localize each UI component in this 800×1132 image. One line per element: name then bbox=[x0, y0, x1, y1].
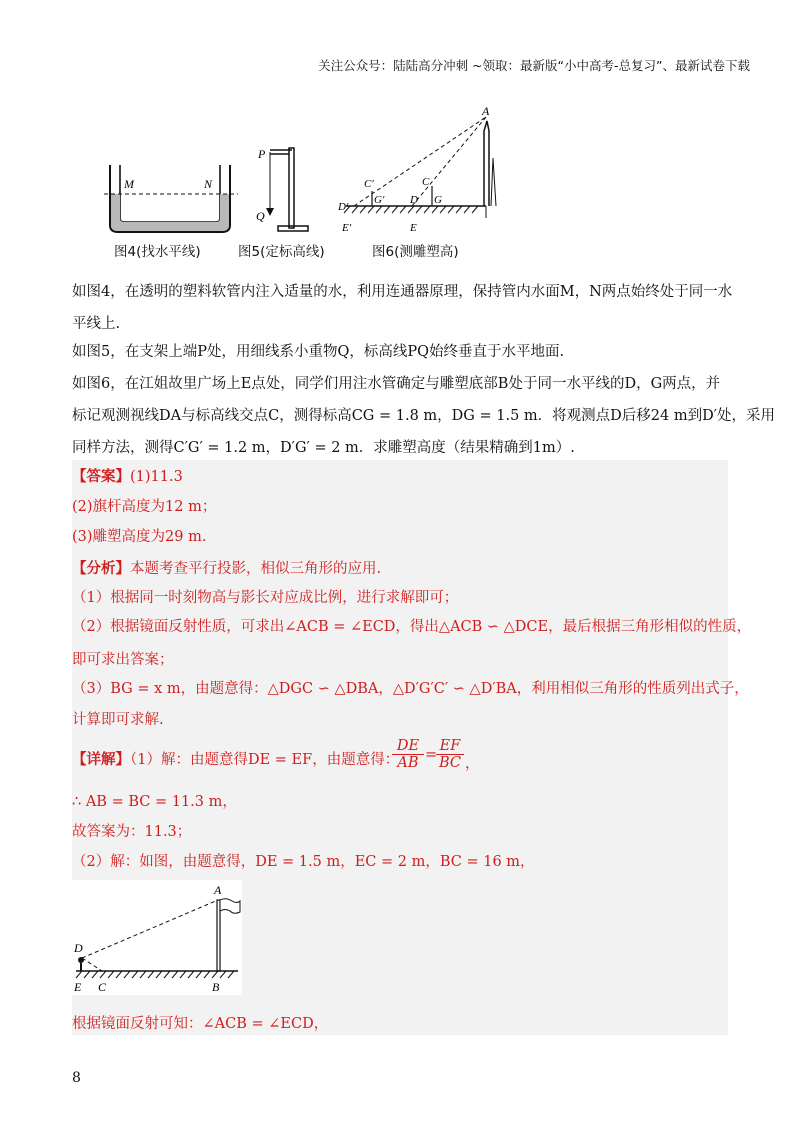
problem-paragraph-3c: 同样方法，测得C′G′ = 1.2 m，D′G′ = 2 m．求雕塑高度（结果精确到1m）. bbox=[72, 440, 575, 456]
fig6-label-d-prime: D′ bbox=[338, 201, 349, 213]
fraction-2-denominator: BC bbox=[436, 754, 464, 771]
fig7-label-a: A bbox=[214, 883, 222, 897]
fig6-label-e-prime: E′ bbox=[342, 222, 352, 234]
detail-line-2: ∴ AB = BC = 11.3 m， bbox=[72, 794, 237, 810]
fraction-2-numerator: EF bbox=[439, 738, 461, 754]
detail-line-1 bbox=[72, 748, 399, 769]
fig6-label-c: C bbox=[422, 176, 430, 188]
figure-4-u-tube bbox=[100, 150, 240, 240]
fig4-label-n: N bbox=[204, 177, 213, 191]
analysis-step-3a: （3）BG = x m，由题意得：△DGC ∽ △DBA，△D′G′C′ ∽ △D′BA，利用相似三角形的性质列出式子， bbox=[72, 681, 749, 697]
fig7-label-d: D bbox=[74, 941, 83, 955]
page-header: 关注公众号：陆陆高分冲刺 ~领取：最新版“小中高考-总复习”、最新试卷下载 bbox=[318, 58, 750, 73]
answer-value-1: (1)11.3 bbox=[130, 469, 183, 485]
fig5-label-q: Q bbox=[256, 209, 265, 223]
answer-line-3: (3)雕塑高度为29 m. bbox=[72, 529, 207, 545]
fraction-tail: ， bbox=[465, 756, 480, 772]
fig6-label-d: D bbox=[410, 194, 418, 206]
figure-5-stand bbox=[252, 140, 322, 240]
figure-4-caption: 图4(找水平线) bbox=[114, 244, 201, 260]
fraction-ef-bc bbox=[436, 738, 464, 771]
fig6-label-e: E bbox=[410, 222, 417, 234]
fig5-label-p: P bbox=[258, 147, 266, 161]
analysis-step-1: （1）根据同一时刻物高与影长对应成比例，进行求解即可； bbox=[72, 590, 459, 606]
detail-tag: 【详解】 bbox=[72, 751, 130, 768]
figure-6-statue bbox=[336, 103, 516, 238]
fraction-de-ab bbox=[392, 738, 424, 771]
figure-flagpole bbox=[72, 880, 242, 995]
fig6-label-g-prime: G′ bbox=[374, 194, 385, 206]
fig4-label-m: M bbox=[124, 177, 134, 191]
analysis-step-2b: 即可求出答案； bbox=[72, 652, 174, 668]
fig7-label-e: E bbox=[74, 980, 82, 994]
fraction-equals: = bbox=[425, 747, 438, 763]
problem-paragraph-3b: 标记观测视线DA与标高线交点C，测得标高CG = 1.8 m，DG = 1.5 m．将观测点D后移24 m到D′处，采用 bbox=[72, 408, 775, 424]
answer-line-2: (2)旗杆高度为12 m； bbox=[72, 499, 217, 515]
analysis-line-intro bbox=[72, 557, 381, 578]
figure-5-caption: 图5(定标高线) bbox=[238, 244, 325, 260]
fraction-1-denominator: AB bbox=[392, 754, 424, 771]
detail-line-3: 故答案为：11.3； bbox=[72, 824, 192, 840]
fig6-label-g: G bbox=[434, 194, 442, 206]
answer-tag: 【答案】 bbox=[72, 468, 130, 485]
detail-text-1: （1）解：由题意得DE = EF，由题意得： bbox=[130, 752, 400, 768]
page-number: 8 bbox=[72, 1070, 81, 1086]
answer-line-1 bbox=[72, 465, 183, 486]
problem-paragraph-1b: 平线上. bbox=[72, 316, 121, 332]
fig6-label-c-prime: C′ bbox=[364, 178, 374, 190]
problem-paragraph-3a: 如图6，在江姐故里广场上E点处，同学们用注水管确定与雕塑底部B处于同一水平线的D，G两点，并 bbox=[72, 376, 721, 392]
fig6-label-a: A bbox=[482, 104, 490, 118]
figure-6-caption: 图6(测雕塑高) bbox=[372, 244, 459, 260]
problem-paragraph-1a: 如图4，在透明的塑料软管内注入适量的水，利用连通器原理，保持管内水面M，N两点始终处于同一水 bbox=[72, 284, 733, 300]
analysis-step-3b: 计算即可求解. bbox=[72, 712, 164, 728]
analysis-step-2a: （2）根据镜面反射性质，可求出∠ACB = ∠ECD，得出△ACB ∽ △DCE，最后根据三角形相似的性质， bbox=[72, 619, 752, 635]
detail-line-5: 根据镜面反射可知：∠ACB = ∠ECD， bbox=[72, 1016, 329, 1032]
analysis-intro: 本题考查平行投影，相似三角形的应用. bbox=[130, 561, 382, 577]
detail-line-4: （2）解：如图，由题意得，DE = 1.5 m，EC = 2 m，BC = 16 m， bbox=[72, 854, 535, 870]
analysis-tag: 【分析】 bbox=[72, 560, 130, 577]
fig7-label-b: B bbox=[212, 980, 220, 994]
problem-paragraph-2: 如图5，在支架上端P处，用细线系小重物Q，标高线PQ始终垂直于水平地面. bbox=[72, 344, 565, 360]
fig7-label-c: C bbox=[98, 980, 107, 994]
fraction-1-numerator: DE bbox=[396, 738, 420, 754]
